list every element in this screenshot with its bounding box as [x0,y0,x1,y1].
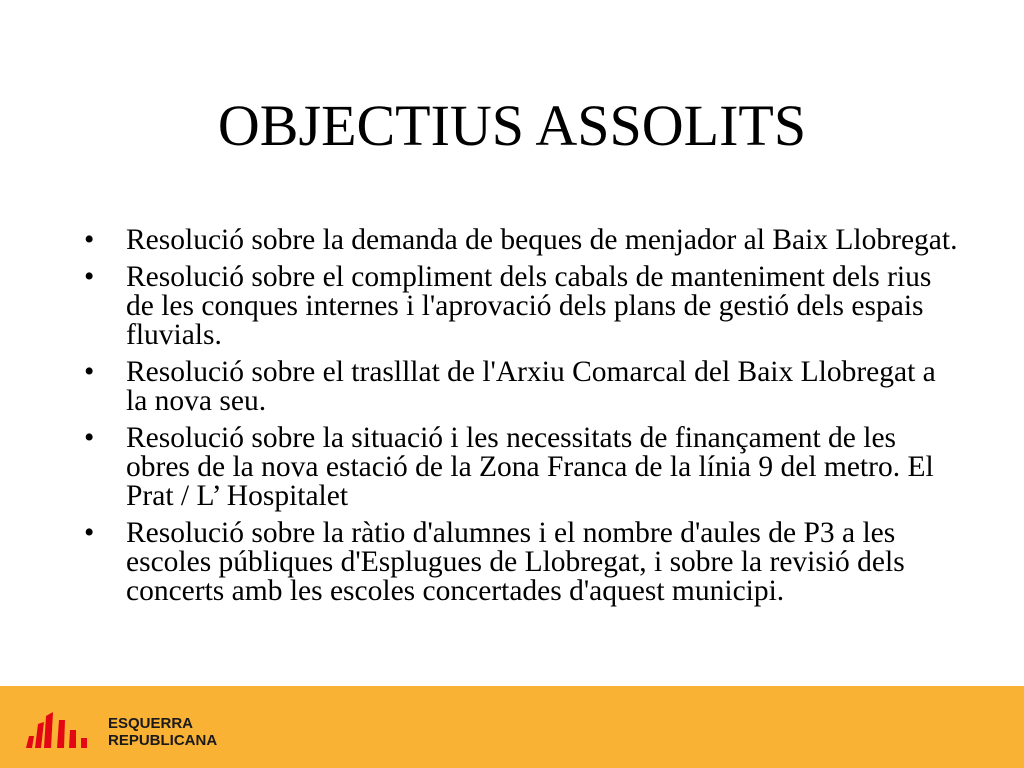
list-item [84,226,964,255]
bullet-icon: • [84,517,95,549]
bullet-icon: • [84,422,95,454]
list-item [84,358,964,416]
list-item [84,263,964,350]
party-name-line2: REPUBLICANA [108,732,218,749]
list-item-text: Resolució sobre la demanda de beques de menjador al Baix Llobregat. [126,224,958,256]
list-item [84,424,964,511]
list-item-text: Resolució sobre la ràtio d'alumnes i el nombre d'aules de P3 a les escoles públiques d'Esplugues de Llobregat, i sobre la revisió dels concerts amb les escoles concertades d'aquest municipi. [126,517,905,607]
bullet-list [84,226,964,614]
list-item-text: Resolució sobre el traslllat de l'Arxiu Comarcal del Baix Llobregat a la nova seu. [126,356,936,417]
esquerra-logo-icon [26,712,96,748]
list-item-text: Resolució sobre la situació i les necessitats de finançament de les obres de la nova estació de la Zona Franca de la línia 9 del metro. El Prat / L’ Hospitalet [126,422,934,512]
slide-title: OBJECTIUS ASSOLITS [217,93,807,158]
bullet-icon: • [84,224,95,256]
party-name-line1: ESQUERRA [108,715,194,732]
list-item-text: Resolució sobre el compliment dels cabals de manteniment dels rius de les conques internes i l'aprovació dels plans de gestió dels espais fluvials. [126,261,932,351]
bullet-icon: • [84,356,95,388]
bullet-icon: • [84,261,95,293]
party-name [108,715,217,749]
list-item [84,519,964,606]
